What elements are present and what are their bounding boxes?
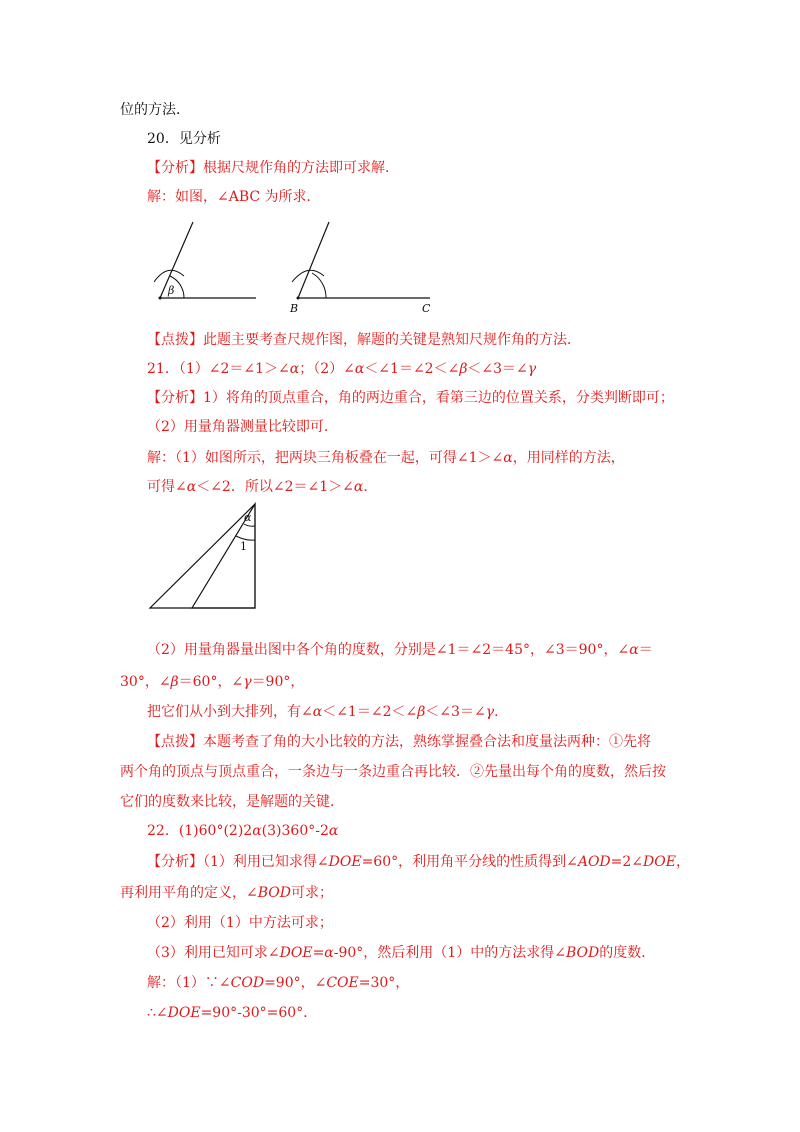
text-segment: 【点拨】此题主要考查尺规作图，解题的关键是熟知尺规作角的方法．: [147, 332, 581, 348]
text-segment: ．: [494, 704, 509, 720]
text-segment: γ: [527, 361, 537, 377]
hint-21-line3: [120, 793, 344, 811]
point-label-c: C: [422, 302, 431, 315]
text-segment: α: [186, 479, 197, 495]
analysis-22-part3: [147, 944, 655, 962]
hint-21-line2: [120, 763, 666, 781]
analysis-22-part2: [147, 914, 333, 932]
angle-beta-label: β: [168, 284, 175, 297]
angle-ray-upper: [160, 222, 193, 298]
text-segment: α: [252, 823, 262, 839]
text-segment: COD: [230, 975, 265, 991]
solution-21-part2-line2: [120, 673, 304, 691]
solution-21-line2: [147, 478, 377, 496]
angle-1-label: 1: [240, 540, 247, 553]
text-segment: α: [289, 361, 300, 377]
text-segment: （3）利用已知可求∠: [147, 945, 280, 961]
text-segment: 30°，∠: [120, 674, 171, 690]
text-segment: γ: [243, 674, 252, 690]
text-segment: 两个角的顶点与顶点重合，一条边与一条边重合再比较．②先量出每个角的度数，然后按: [120, 764, 666, 780]
text-segment: ＝90°，: [251, 674, 305, 690]
text-segment: 的度数．: [599, 945, 656, 961]
analysis-20: [147, 159, 399, 177]
text-segment: α: [629, 642, 639, 658]
answer-22-heading: [147, 822, 338, 840]
angle-beta-figure: [140, 218, 265, 310]
answer-20-heading: [147, 130, 221, 148]
text-segment: 再利用平角的定义，∠: [120, 885, 258, 901]
solution-22-line2: [147, 1004, 317, 1022]
hint-20: [147, 331, 581, 349]
text-segment: DOE: [279, 945, 313, 961]
vertex-point: [159, 297, 162, 300]
set-squares-figure: [140, 500, 270, 615]
analysis-21: [147, 389, 674, 407]
text-segment: 它们的度数来比较，是解题的关键．: [120, 794, 344, 810]
text-segment: 22．(1)60°(2)2: [147, 823, 253, 839]
text-segment: ＜∠2．所以∠2＝∠1＞∠: [196, 479, 354, 495]
text-segment: AOD: [577, 854, 611, 870]
text-segment: （2）用量角器测量比较即可.: [147, 419, 329, 435]
vertex-label-b: B: [290, 302, 299, 315]
text-segment: DOE: [167, 1005, 201, 1021]
solution-21-line1: [147, 449, 625, 467]
text-segment: ∴∠: [147, 1005, 168, 1021]
text-segment: β: [459, 361, 468, 377]
text-segment: ＜∠1＝∠2＜∠: [364, 361, 460, 377]
text-segment: BOD: [565, 945, 600, 961]
text-segment: （2）利用（1）中方法可求；: [147, 915, 333, 931]
text-segment: ＜∠3＝∠: [425, 704, 486, 720]
text-segment: ．: [363, 479, 378, 495]
answer-21-heading: [147, 360, 536, 378]
text-segment: α: [503, 450, 513, 466]
text-segment: γ: [485, 704, 495, 720]
text-segment: （2）用量角器量出图中各个角的度数，分别是∠1＝∠2＝45°，∠3＝90°，∠: [147, 642, 630, 658]
text-segment: 【分析】1）将角的顶点重合，角的两边重合，看第三边的位置关系，分类判断即可；: [147, 390, 674, 406]
text-segment: 【分析】根据尺规作角的方法即可求解．: [147, 160, 399, 176]
angle-alpha-label: α: [244, 511, 252, 524]
text-segment: 【分析】（1）利用已知求得∠: [147, 854, 329, 870]
text-segment: ＝60°，∠: [178, 674, 244, 690]
text-segment: 【点拨】本题考查了角的大小比较的方法，熟练掌握叠合法和度量法两种：①先将: [147, 734, 651, 750]
solution-22-line1: [147, 974, 409, 992]
solution-21-order: [147, 703, 508, 721]
text-segment: =60°，利用角平分线的性质得到∠: [361, 854, 578, 870]
text-segment: α: [354, 361, 365, 377]
solution-21-part2-line1: [147, 641, 653, 659]
analysis-22-line1: [147, 853, 690, 871]
text-segment: 可求；: [290, 885, 333, 901]
text-segment: =90°-30°=60°．: [200, 1005, 318, 1021]
triangle-45: [150, 504, 255, 608]
text-segment: 解：（1）如图所示，把两块三角板叠在一起，可得∠1＞∠: [147, 450, 504, 466]
text-segment: ＜∠1＝∠2＜∠: [322, 704, 418, 720]
text-segment: ＜∠3＝∠: [467, 361, 528, 377]
angle-arc: [312, 273, 326, 298]
vertex-point: [297, 297, 300, 300]
text-segment: 解：（1）∵∠: [147, 975, 231, 991]
text-segment: α: [328, 823, 339, 839]
text-segment: BOD: [257, 885, 291, 901]
solution-20: [147, 188, 321, 206]
angle-abc-figure: [284, 218, 444, 318]
text-segment: β: [170, 674, 179, 690]
text-segment: COE: [326, 975, 359, 991]
text-segment: (3)360°-2: [261, 823, 329, 839]
text-segment: ，用同样的方法，: [512, 450, 625, 466]
text-segment: 位的方法．: [120, 102, 190, 118]
text-segment: 21．（1）∠2＝∠1＞∠: [147, 361, 290, 377]
hint-21-line1: [147, 733, 651, 751]
text-segment: DOE: [328, 854, 362, 870]
analysis-22-line2: [120, 884, 333, 902]
analysis-21-part2: [147, 418, 328, 436]
text-segment: 解：如图，∠ABC 为所求．: [147, 189, 321, 205]
text-segment: DOE: [643, 854, 676, 870]
text-segment: =2∠: [610, 854, 644, 870]
text-segment: ；（2）∠: [299, 361, 355, 377]
angle-alpha-arc: [244, 524, 255, 526]
text-segment: =: [312, 945, 325, 961]
text-segment: =90°，∠: [264, 975, 327, 991]
text-segment: =30°，: [358, 975, 410, 991]
text-segment: ，: [675, 854, 690, 870]
text-line: [120, 101, 190, 119]
text-segment: -90°，然后利用（1）中的方法求得∠: [333, 945, 566, 961]
text-segment: α: [312, 704, 323, 720]
text-segment: α: [324, 945, 334, 961]
text-segment: β: [417, 704, 426, 720]
text-segment: 20．见分析: [147, 131, 221, 147]
text-segment: 可得∠: [147, 479, 187, 495]
text-segment: α: [353, 479, 364, 495]
text-segment: 把它们从小到大排列，有∠: [147, 704, 313, 720]
text-segment: ＝: [638, 642, 653, 658]
